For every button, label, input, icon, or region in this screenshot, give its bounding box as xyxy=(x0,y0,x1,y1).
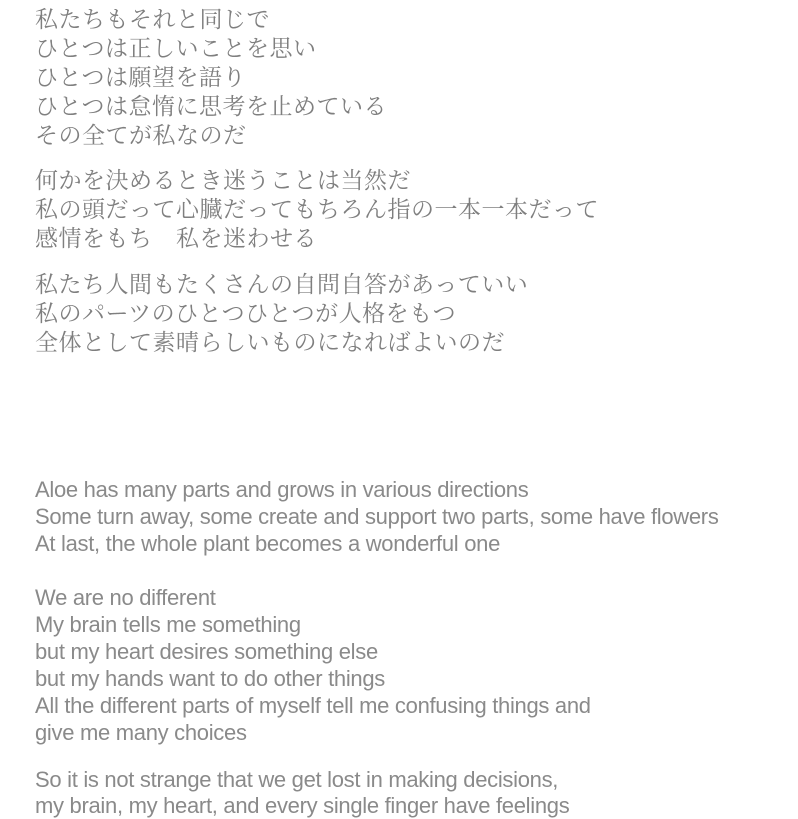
poem-line: All the different parts of myself tell me confusing things and xyxy=(35,693,591,718)
poem-line: ひとつは願望を語り xyxy=(35,64,247,90)
poem-line: 私のパーツのひとつひとつが人格をもつ xyxy=(35,300,457,326)
poem-line: Some turn away, some create and support two parts, some have flowers xyxy=(35,504,719,529)
poem-line: We are no different xyxy=(35,585,216,610)
poem-line: Aloe has many parts and grows in various directions xyxy=(35,477,529,502)
japanese-stanza-1 xyxy=(35,5,387,150)
poem-line: 全体として素晴らしいものになればよいのだ xyxy=(35,329,505,355)
english-stanza-2 xyxy=(35,584,591,746)
japanese-stanza-2 xyxy=(35,166,599,253)
poem-line: ひとつは正しいことを思い xyxy=(35,35,317,61)
poem-line: ひとつは怠惰に思考を止めている xyxy=(35,93,388,119)
poem-line: but my hands want to do other things xyxy=(35,666,385,691)
poem-line: 私たちもそれと同じで xyxy=(35,6,270,32)
poem-line: 何かを決めるとき迷うことは当然だ xyxy=(35,167,411,193)
poem-line: but my heart desires something else xyxy=(35,639,378,664)
poem-line: 感情をもち 私を迷わせる xyxy=(35,225,317,251)
poem-line-partially-cut-off: my brain, my heart, and every single finger have feelings xyxy=(35,793,570,818)
poem-line: その全てが私なのだ xyxy=(35,122,247,148)
poem-line: 私たち人間もたくさんの自問自答があっていい xyxy=(35,271,529,297)
poem-line: 私の頭だって心臓だってもちろん指の一本一本だって xyxy=(35,196,599,222)
english-stanza-3 xyxy=(35,767,569,819)
poem-line: My brain tells me something xyxy=(35,612,301,637)
english-stanza-1 xyxy=(35,476,719,557)
japanese-stanza-3 xyxy=(35,270,528,357)
poem-line: So it is not strange that we get lost in making decisions, xyxy=(35,767,559,792)
poem-line: give me many choices xyxy=(35,720,247,745)
poem-line: At last, the whole plant becomes a wonderful one xyxy=(35,531,501,556)
